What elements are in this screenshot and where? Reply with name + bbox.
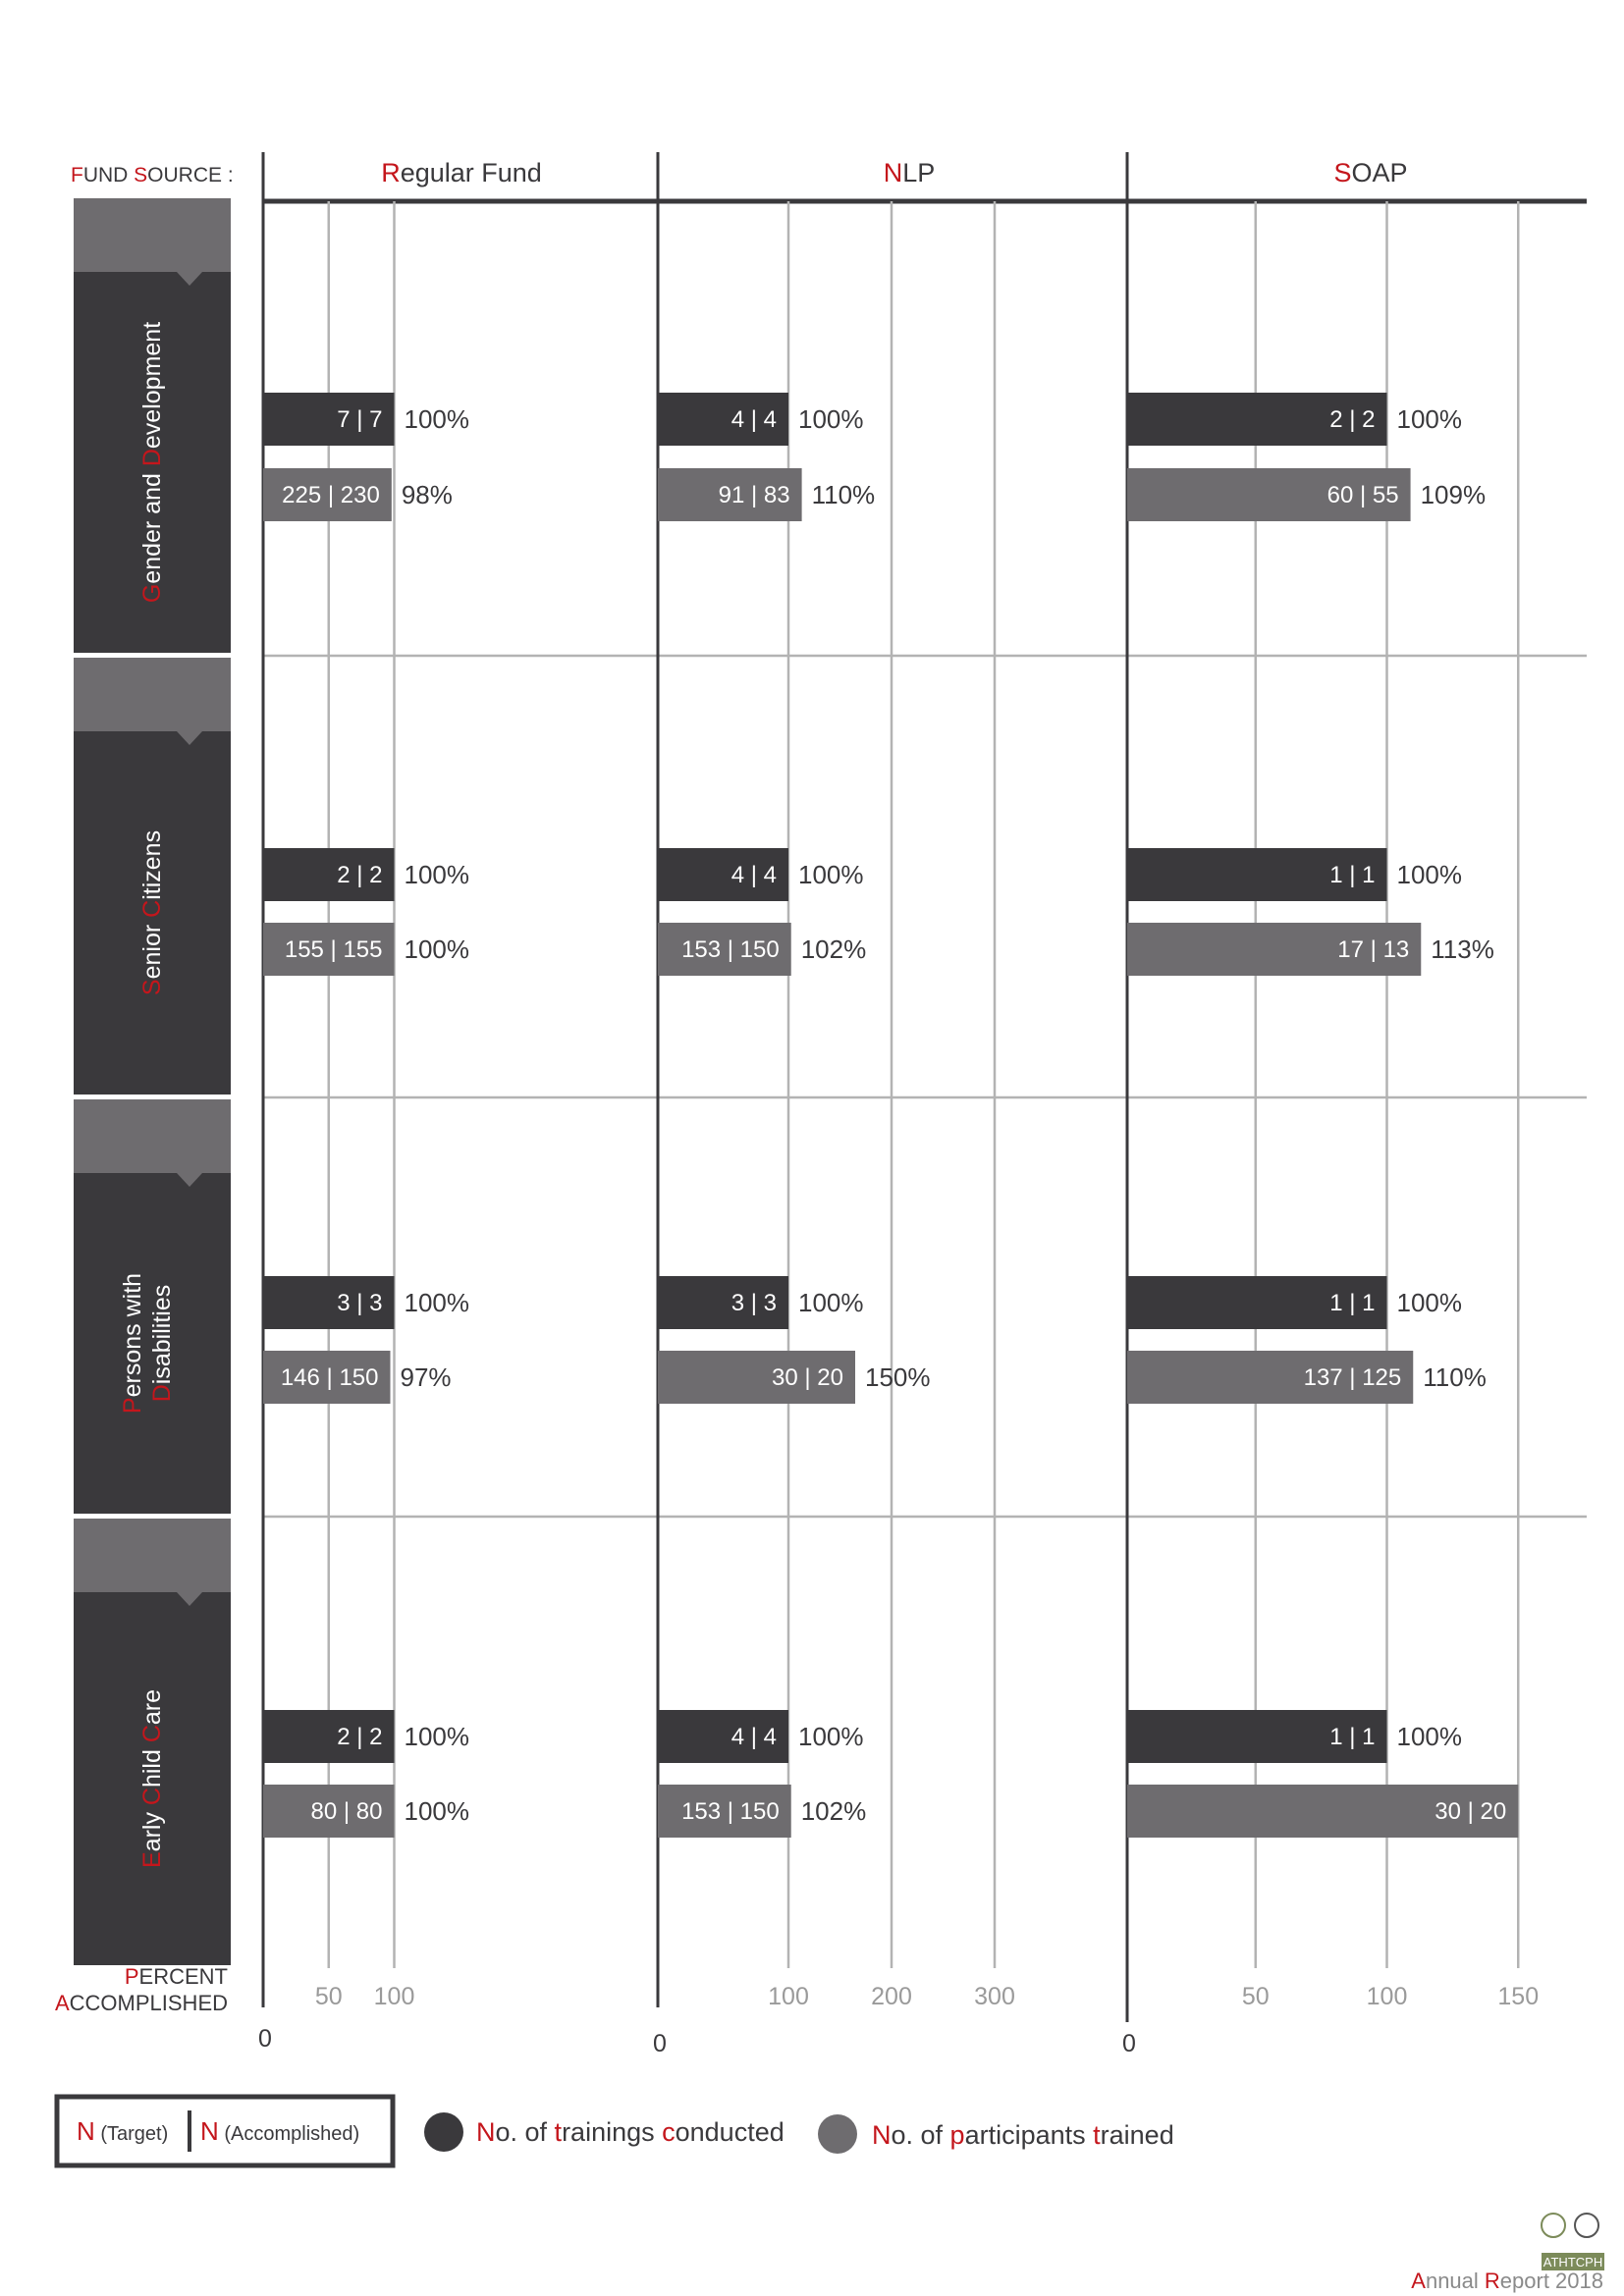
- trainings-bar-label: 7 | 7: [337, 406, 383, 433]
- participants-bar-label: 225 | 230: [282, 482, 380, 508]
- trainings-bar-label: 2 | 2: [1329, 406, 1376, 433]
- tick-label: 200: [871, 1983, 912, 2010]
- percent-label: 100%: [1396, 404, 1462, 434]
- category-label: Gender and Development: [138, 321, 166, 604]
- trainings-bar-label: 1 | 1: [1329, 1290, 1376, 1316]
- percent-label: 100%: [1396, 860, 1462, 889]
- participants-bar-label: 60 | 55: [1326, 482, 1399, 508]
- tick-label: 100: [1366, 1983, 1408, 2010]
- panel-header-2: SOAP: [1333, 158, 1408, 187]
- percent-label: 100%: [404, 860, 469, 889]
- zero-tick-label: 0: [1122, 2030, 1136, 2057]
- logo-text: ATHTCPH: [1543, 2255, 1603, 2269]
- participants-bar-label: 30 | 20: [772, 1364, 843, 1391]
- legend-trainings-label: No. of trainings conducted: [476, 2117, 785, 2147]
- trainings-bar-label: 3 | 3: [731, 1290, 777, 1316]
- percent-label: 102%: [800, 1796, 867, 1826]
- participants-bar-label: 155 | 155: [284, 936, 383, 963]
- tick-label: 100: [373, 1983, 415, 2010]
- participants-bar-label: 153 | 150: [681, 936, 780, 963]
- category-label: Early Child Care: [138, 1688, 166, 1869]
- percent-label: 100%: [404, 934, 469, 964]
- category-label-group: [138, 1689, 166, 1868]
- percent-accomplished-label: ACCOMPLISHED: [54, 1991, 228, 2015]
- trainings-bar-label: 4 | 4: [731, 862, 777, 888]
- percent-label: 100%: [404, 1796, 469, 1826]
- percent-label: 100%: [404, 1722, 469, 1751]
- participants-bar-label: 137 | 125: [1303, 1364, 1402, 1391]
- tick-label: 300: [974, 1983, 1015, 2010]
- category-label: Persons with: [119, 1272, 146, 1415]
- category-tab: [74, 1519, 231, 1592]
- trainings-bar-label: 2 | 2: [337, 1724, 383, 1750]
- trainings-bar-label: 4 | 4: [731, 1724, 777, 1750]
- percent-label: 100%: [798, 1722, 864, 1751]
- legend-participants-label: No. of participants trained: [872, 2120, 1174, 2150]
- tick-label: 150: [1497, 1983, 1540, 2010]
- legend-accomplished-label: N (Accomplished): [200, 2116, 360, 2146]
- percent-label: 97%: [400, 1362, 452, 1392]
- category-label-group: [138, 322, 166, 603]
- legend-participants-swatch: [818, 2114, 857, 2154]
- percent-label: 110%: [811, 480, 876, 509]
- percent-label: 98%: [401, 480, 453, 509]
- participants-bar-label: 17 | 13: [1337, 936, 1410, 963]
- logo-seal-icon: [1542, 2214, 1565, 2237]
- category-label: Senior Citizens: [138, 829, 166, 996]
- percent-label: 100%: [404, 404, 469, 434]
- category-tab: [74, 658, 231, 731]
- percent-label: 150%: [865, 1362, 931, 1392]
- percent-accomplished-label: PERCENT: [124, 1964, 228, 1989]
- participants-bar-label: 91 | 83: [718, 482, 790, 508]
- tick-label: 100: [768, 1983, 809, 2010]
- legend-trainings-swatch: [424, 2112, 463, 2152]
- annual-report-label: Annual Report 2018: [1411, 2269, 1603, 2293]
- panel-header-1: NLP: [883, 158, 936, 187]
- participants-bar-label: 153 | 150: [681, 1798, 780, 1825]
- category-label-group: [138, 830, 166, 995]
- participants-bar-label: 30 | 20: [1435, 1798, 1507, 1825]
- legend-target-label: N (Target): [77, 2116, 169, 2146]
- panel-header-0: Regular Fund: [381, 158, 542, 187]
- percent-label: 110%: [1423, 1362, 1487, 1392]
- trainings-bar-label: 2 | 2: [337, 862, 383, 888]
- category-tab: [74, 1099, 231, 1173]
- percent-label: 109%: [1420, 480, 1487, 509]
- category-tab: [74, 198, 231, 272]
- participants-bar-label: 146 | 150: [280, 1364, 379, 1391]
- percent-label: 100%: [798, 404, 864, 434]
- percent-label: 102%: [800, 934, 867, 964]
- tick-label: 50: [314, 1983, 343, 2010]
- percent-label: 100%: [798, 1288, 864, 1317]
- footer-logo: [1542, 2214, 1604, 2270]
- percent-label: 113%: [1431, 934, 1494, 964]
- percent-label: 100%: [1396, 1722, 1462, 1751]
- zero-tick-label: 0: [653, 2030, 667, 2057]
- trainings-bar-label: 1 | 1: [1329, 1724, 1376, 1750]
- participants-bar-label: 80 | 80: [310, 1798, 383, 1825]
- logo-seal-icon: [1575, 2214, 1598, 2237]
- trainings-bar-label: 3 | 3: [337, 1290, 383, 1316]
- tick-label: 50: [1241, 1983, 1270, 2010]
- percent-label: 100%: [798, 860, 864, 889]
- trainings-bar-label: 4 | 4: [731, 406, 777, 433]
- category-label: Disabilities: [148, 1284, 176, 1403]
- percent-label: 100%: [1396, 1288, 1462, 1317]
- fund-source-label: FUND SOURCE :: [71, 164, 234, 187]
- percent-label: 100%: [404, 1288, 469, 1317]
- zero-tick-label: 0: [258, 2025, 272, 2053]
- trainings-bar-label: 1 | 1: [1329, 862, 1376, 888]
